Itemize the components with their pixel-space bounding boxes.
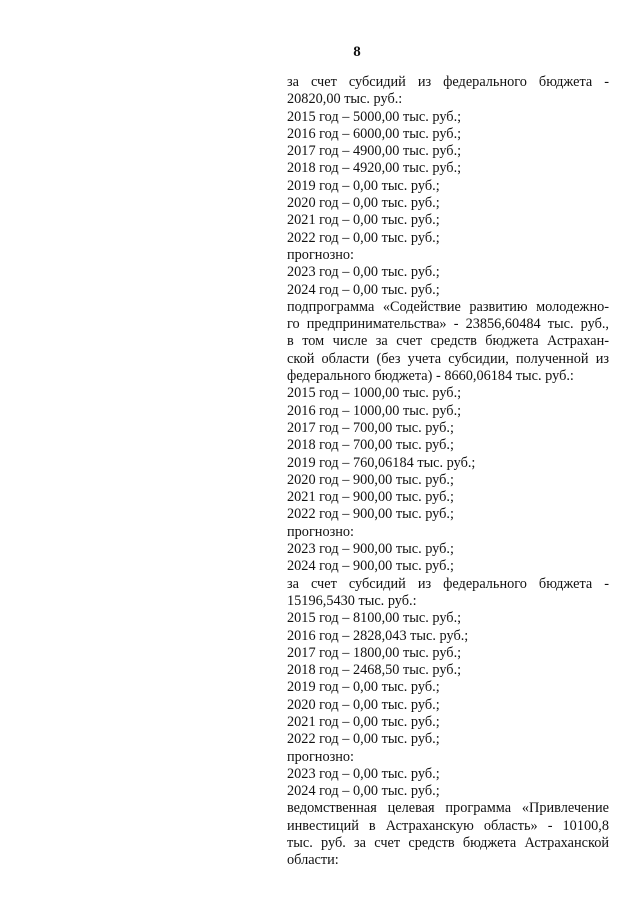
text-line: 2015 год – 5000,00 тыс. руб.; bbox=[287, 108, 462, 125]
text-line: 2023 год – 0,00 тыс. руб.; bbox=[287, 264, 440, 281]
text-line: 2017 год – 4900,00 тыс. руб.; bbox=[287, 143, 462, 160]
text-line: тыс. руб. за счет средств бюджета Астраханской bbox=[287, 835, 609, 852]
text-line: прогнозно: bbox=[287, 246, 355, 263]
text-line: федерального бюджета) - 8660,06184 тыс. руб.: bbox=[287, 368, 574, 385]
text-line: 2016 год – 2828,043 тыс. руб.; bbox=[287, 627, 469, 644]
text-line: 2018 год – 700,00 тыс. руб.; bbox=[287, 437, 454, 454]
text-line: 2017 год – 1800,00 тыс. руб.; bbox=[287, 644, 462, 661]
text-line: 2018 год – 4920,00 тыс. руб.; bbox=[287, 160, 462, 177]
text-line: 2021 год – 0,00 тыс. руб.; bbox=[287, 212, 440, 229]
text-line: 20820,00 тыс. руб.: bbox=[287, 91, 403, 108]
text-line: в том числе за счет средств бюджета Астрахан- bbox=[287, 333, 609, 350]
text-line: 2023 год – 0,00 тыс. руб.; bbox=[287, 765, 440, 782]
text-line: 15196,5430 тыс. руб.: bbox=[287, 592, 417, 609]
text-line: инвестиций в Астраханскую область» - 10100,8 bbox=[287, 817, 609, 834]
text-line: 2019 год – 0,00 тыс. руб.; bbox=[287, 679, 440, 696]
text-line: 2019 год – 760,06184 тыс. руб.; bbox=[287, 454, 476, 471]
text-line: 2022 год – 0,00 тыс. руб.; bbox=[287, 731, 440, 748]
text-line: 2023 год – 900,00 тыс. руб.; bbox=[287, 541, 454, 558]
text-line: 2016 год – 6000,00 тыс. руб.; bbox=[287, 125, 462, 142]
text-line: 2017 год – 700,00 тыс. руб.; bbox=[287, 419, 454, 436]
page-number: 8 bbox=[353, 44, 361, 60]
text-line: 2024 год – 900,00 тыс. руб.; bbox=[287, 558, 454, 575]
text-line: 2020 год – 900,00 тыс. руб.; bbox=[287, 471, 454, 488]
text-line: за счет субсидий из федерального бюджета - bbox=[287, 575, 609, 592]
text-line: 2015 год – 8100,00 тыс. руб.; bbox=[287, 610, 462, 627]
text-line: 2021 год – 0,00 тыс. руб.; bbox=[287, 713, 440, 730]
text-line: ской области (без учета субсидии, полученной из bbox=[287, 350, 609, 367]
text-line: 2016 год – 1000,00 тыс. руб.; bbox=[287, 402, 462, 419]
text-line: ведомственная целевая программа «Привлечение bbox=[287, 800, 609, 817]
text-line: 2024 год – 0,00 тыс. руб.; bbox=[287, 281, 440, 298]
text-line: 2022 год – 900,00 тыс. руб.; bbox=[287, 506, 454, 523]
document-body bbox=[287, 74, 609, 870]
text-line: го предпринимательства» - 23856,60484 тыс. руб., bbox=[287, 316, 609, 333]
text-line: 2020 год – 0,00 тыс. руб.; bbox=[287, 696, 440, 713]
text-line: 2021 год – 900,00 тыс. руб.; bbox=[287, 489, 454, 506]
text-line: 2020 год – 0,00 тыс. руб.; bbox=[287, 195, 440, 212]
text-line: 2024 год – 0,00 тыс. руб.; bbox=[287, 783, 440, 800]
text-line: области: bbox=[287, 852, 339, 869]
text-line: прогнозно: bbox=[287, 748, 355, 765]
text-line: за счет субсидий из федерального бюджета - bbox=[287, 74, 609, 90]
text-line: 2022 год – 0,00 тыс. руб.; bbox=[287, 229, 440, 246]
text-line: прогнозно: bbox=[287, 523, 355, 540]
text-line: 2019 год – 0,00 тыс. руб.; bbox=[287, 177, 440, 194]
text-line: 2015 год – 1000,00 тыс. руб.; bbox=[287, 385, 462, 402]
text-line: 2018 год – 2468,50 тыс. руб.; bbox=[287, 662, 462, 679]
text-line: подпрограмма «Содействие развитию молодежно- bbox=[287, 298, 609, 315]
